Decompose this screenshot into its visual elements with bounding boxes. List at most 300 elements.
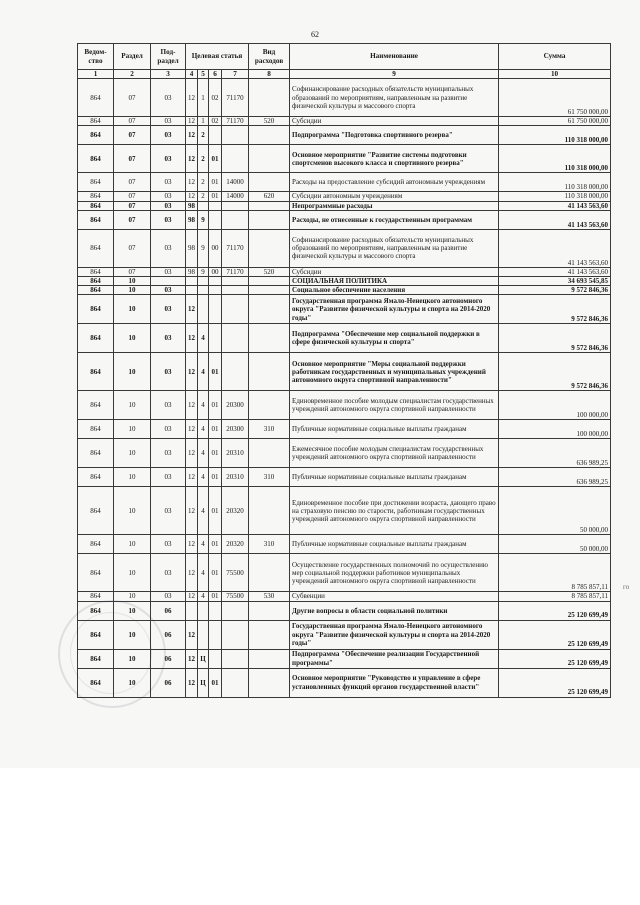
cell-summa: 50 000,00 <box>499 535 611 554</box>
cell-vedomstvo: 864 <box>78 468 114 487</box>
cell-cs-subprogram <box>198 601 209 620</box>
cell-vid-rashodov <box>249 487 290 535</box>
column-number: 8 <box>249 70 290 79</box>
table-row <box>78 592 611 601</box>
header-naimenovanie: Наименование <box>290 44 499 70</box>
cell-vedomstvo: 864 <box>78 79 114 117</box>
cell-cs-program: 12 <box>186 145 198 173</box>
cell-cs-event: 01 <box>209 487 222 535</box>
cell-vid-rashodov <box>249 210 290 229</box>
header-vid-rashodov: Вид расходов <box>249 44 290 70</box>
cell-cs-subprogram: 2 <box>198 126 209 145</box>
cell-razdel: 10 <box>114 286 151 295</box>
cell-summa: 41 143 563,60 <box>499 229 611 267</box>
table-row <box>78 439 611 468</box>
cell-cs-program: 12 <box>186 391 198 420</box>
cell-summa: 50 000,00 <box>499 487 611 535</box>
cell-vedomstvo: 864 <box>78 210 114 229</box>
cell-podrazdel: 03 <box>151 439 186 468</box>
cell-podrazdel: 03 <box>151 554 186 592</box>
cell-cs-subprogram: 4 <box>198 487 209 535</box>
cell-podrazdel: 03 <box>151 391 186 420</box>
cell-vid-rashodov <box>249 229 290 267</box>
cell-cs-direction <box>222 668 249 697</box>
cell-podrazdel: 03 <box>151 420 186 439</box>
cell-naimenovanie: Подпрограмма "Подготовка спортивного резерва" <box>290 126 499 145</box>
cell-cs-direction: 20300 <box>222 391 249 420</box>
cell-vid-rashodov <box>249 79 290 117</box>
cell-cs-program: 98 <box>186 210 198 229</box>
cell-podrazdel: 03 <box>151 126 186 145</box>
cell-vedomstvo: 864 <box>78 439 114 468</box>
cell-vid-rashodov <box>249 277 290 286</box>
cell-cs-event <box>209 277 222 286</box>
cell-cs-subprogram <box>198 620 209 649</box>
cell-summa: 25 120 699,49 <box>499 601 611 620</box>
cell-summa: 9 572 846,36 <box>499 353 611 391</box>
cell-cs-event <box>209 126 222 145</box>
cell-podrazdel: 03 <box>151 286 186 295</box>
cell-vid-rashodov: 620 <box>249 192 290 201</box>
cell-vedomstvo: 864 <box>78 295 114 324</box>
cell-vid-rashodov <box>249 145 290 173</box>
cell-cs-subprogram: 2 <box>198 192 209 201</box>
cell-razdel: 07 <box>114 267 151 276</box>
table-row <box>78 145 611 173</box>
cell-vedomstvo: 864 <box>78 286 114 295</box>
cell-razdel: 07 <box>114 229 151 267</box>
cell-podrazdel: 06 <box>151 601 186 620</box>
cell-cs-event <box>209 286 222 295</box>
cell-vid-rashodov <box>249 201 290 210</box>
column-number: 1 <box>78 70 114 79</box>
cell-cs-subprogram <box>198 201 209 210</box>
column-number: 2 <box>114 70 151 79</box>
cell-cs-event: 01 <box>209 592 222 601</box>
cell-cs-direction: 20320 <box>222 487 249 535</box>
cell-cs-event: 01 <box>209 535 222 554</box>
table-row <box>78 286 611 295</box>
cell-naimenovanie: Субсидии автономным учреждениям <box>290 192 499 201</box>
cell-vid-rashodov: 310 <box>249 535 290 554</box>
column-number: 7 <box>222 70 249 79</box>
cell-podrazdel <box>151 277 186 286</box>
cell-cs-direction <box>222 201 249 210</box>
cell-razdel: 10 <box>114 468 151 487</box>
cell-summa: 61 750 000,00 <box>499 79 611 117</box>
cell-cs-direction: 71170 <box>222 229 249 267</box>
cell-podrazdel: 03 <box>151 173 186 192</box>
cell-cs-program: 12 <box>186 487 198 535</box>
cell-vedomstvo: 864 <box>78 353 114 391</box>
cell-vid-rashodov <box>249 126 290 145</box>
cell-razdel: 10 <box>114 391 151 420</box>
cell-podrazdel: 06 <box>151 620 186 649</box>
table-row <box>78 420 611 439</box>
cell-cs-subprogram: Ц <box>198 649 209 668</box>
cell-cs-direction: 71170 <box>222 267 249 276</box>
cell-cs-event: 01 <box>209 420 222 439</box>
cell-cs-event: 02 <box>209 79 222 117</box>
cell-summa: 61 750 000,00 <box>499 117 611 126</box>
cell-vedomstvo: 864 <box>78 173 114 192</box>
cell-cs-direction: 75500 <box>222 554 249 592</box>
cell-cs-program: 12 <box>186 173 198 192</box>
cell-razdel: 10 <box>114 535 151 554</box>
cell-naimenovanie: Государственная программа Ямало-Ненецкого автономного округа "Развитие физической культуры и спорта на 2014-2020 годы" <box>290 295 499 324</box>
table-row <box>78 649 611 668</box>
cell-summa: 25 120 699,49 <box>499 649 611 668</box>
table-row <box>78 601 611 620</box>
cell-razdel: 07 <box>114 117 151 126</box>
cell-podrazdel: 03 <box>151 535 186 554</box>
cell-cs-program: 12 <box>186 439 198 468</box>
cell-razdel: 07 <box>114 201 151 210</box>
cell-cs-subprogram: 9 <box>198 267 209 276</box>
cell-cs-program: 12 <box>186 592 198 601</box>
cell-cs-subprogram: 4 <box>198 353 209 391</box>
cell-podrazdel: 06 <box>151 668 186 697</box>
cell-summa: 34 693 545,85 <box>499 277 611 286</box>
cell-cs-event: 01 <box>209 468 222 487</box>
cell-cs-direction <box>222 649 249 668</box>
table-row <box>78 668 611 697</box>
cell-cs-subprogram: 2 <box>198 173 209 192</box>
cell-razdel: 07 <box>114 79 151 117</box>
cell-vid-rashodov <box>249 439 290 468</box>
cell-vid-rashodov: 310 <box>249 420 290 439</box>
cell-cs-subprogram: 1 <box>198 117 209 126</box>
cell-cs-subprogram: 4 <box>198 420 209 439</box>
cell-vedomstvo: 864 <box>78 420 114 439</box>
cell-podrazdel: 03 <box>151 468 186 487</box>
cell-razdel: 10 <box>114 649 151 668</box>
cell-naimenovanie: Основное мероприятие "Руководство и управление в сфере установленных функций органов государственной власти" <box>290 668 499 697</box>
cell-cs-subprogram: 4 <box>198 324 209 353</box>
cell-cs-program: 12 <box>186 554 198 592</box>
cell-cs-program: 12 <box>186 649 198 668</box>
cell-vedomstvo: 864 <box>78 324 114 353</box>
cell-summa: 110 318 000,00 <box>499 145 611 173</box>
column-number: 4 <box>186 70 198 79</box>
table-row <box>78 192 611 201</box>
cell-cs-program: 12 <box>186 192 198 201</box>
cell-cs-event: 01 <box>209 554 222 592</box>
cell-vedomstvo: 864 <box>78 145 114 173</box>
cell-cs-program: 12 <box>186 668 198 697</box>
table-row <box>78 210 611 229</box>
table-row <box>78 79 611 117</box>
cell-naimenovanie: Расходы, не отнесенные к государственным программам <box>290 210 499 229</box>
cell-summa: 110 318 000,00 <box>499 126 611 145</box>
cell-cs-program: 12 <box>186 353 198 391</box>
cell-podrazdel: 03 <box>151 353 186 391</box>
column-number: 6 <box>209 70 222 79</box>
cell-vedomstvo: 864 <box>78 535 114 554</box>
cell-cs-subprogram: Ц <box>198 668 209 697</box>
cell-naimenovanie: Подпрограмма "Обеспечение мер социальной поддержки в сфере физической культуры и спорта" <box>290 324 499 353</box>
cell-cs-program <box>186 277 198 286</box>
cell-cs-program: 98 <box>186 267 198 276</box>
cell-naimenovanie: Осуществление государственных полномочий по осуществлению мер социальной поддержки работников муниципальных учреждений автономного округа спортивной направленности <box>290 554 499 592</box>
cell-cs-program: 12 <box>186 295 198 324</box>
cell-vid-rashodov <box>249 649 290 668</box>
cell-cs-event <box>209 601 222 620</box>
cell-cs-event: 02 <box>209 117 222 126</box>
cell-razdel: 07 <box>114 145 151 173</box>
header-vedomstvo: Ведом-ство <box>78 44 114 70</box>
cell-cs-subprogram: 4 <box>198 592 209 601</box>
cell-vedomstvo: 864 <box>78 126 114 145</box>
cell-cs-subprogram <box>198 295 209 324</box>
table-row <box>78 353 611 391</box>
cell-cs-direction: 14000 <box>222 192 249 201</box>
cell-cs-direction <box>222 353 249 391</box>
cell-vedomstvo: 864 <box>78 267 114 276</box>
cell-podrazdel: 03 <box>151 201 186 210</box>
cell-podrazdel: 03 <box>151 487 186 535</box>
cell-summa: 100 000,00 <box>499 420 611 439</box>
cell-cs-subprogram: 4 <box>198 554 209 592</box>
cell-cs-direction <box>222 601 249 620</box>
cell-summa: 8 785 857,11 <box>499 554 611 592</box>
cell-naimenovanie: Основное мероприятие "Меры социальной поддержки работникам государственных и муниципальных учреждений автономного округа спортивной направленности" <box>290 353 499 391</box>
cell-cs-direction: 20310 <box>222 468 249 487</box>
cell-vid-rashodov <box>249 668 290 697</box>
cell-cs-event <box>209 210 222 229</box>
cell-cs-subprogram <box>198 286 209 295</box>
cell-naimenovanie: Основное мероприятие "Развитие системы подготовки спортсменов высокого класса и спортивного резерва" <box>290 145 499 173</box>
cell-cs-subprogram: 4 <box>198 439 209 468</box>
cell-vid-rashodov: 520 <box>249 267 290 276</box>
cell-naimenovanie: Публичные нормативные социальные выплаты гражданам <box>290 535 499 554</box>
cell-razdel: 07 <box>114 192 151 201</box>
cell-naimenovanie: Государственная программа Ямало-Ненецкого автономного округа "Развитие физической культуры и спорта на 2014-2020 годы" <box>290 620 499 649</box>
table-row <box>78 117 611 126</box>
cell-vedomstvo: 864 <box>78 192 114 201</box>
cell-vedomstvo: 864 <box>78 592 114 601</box>
cell-cs-subprogram: 1 <box>198 79 209 117</box>
header-celevaya-statya: Целевая статья <box>186 44 249 70</box>
cell-vedomstvo: 864 <box>78 117 114 126</box>
cell-summa: 9 572 846,36 <box>499 324 611 353</box>
table-body <box>78 79 611 697</box>
cell-podrazdel: 03 <box>151 229 186 267</box>
cell-cs-event <box>209 324 222 353</box>
cell-summa: 25 120 699,49 <box>499 668 611 697</box>
cell-cs-direction <box>222 277 249 286</box>
cell-vid-rashodov <box>249 620 290 649</box>
cell-razdel: 10 <box>114 295 151 324</box>
cell-summa: 9 572 846,36 <box>499 286 611 295</box>
cell-cs-subprogram: 4 <box>198 391 209 420</box>
cell-cs-direction: 20300 <box>222 420 249 439</box>
cell-vid-rashodov: 530 <box>249 592 290 601</box>
cell-vid-rashodov <box>249 295 290 324</box>
cell-cs-program: 12 <box>186 117 198 126</box>
cell-cs-program: 98 <box>186 229 198 267</box>
cell-vid-rashodov: 520 <box>249 117 290 126</box>
cell-cs-direction <box>222 286 249 295</box>
column-number: 10 <box>499 70 611 79</box>
cell-cs-program: 12 <box>186 324 198 353</box>
cell-cs-direction <box>222 145 249 173</box>
cell-cs-event: 01 <box>209 668 222 697</box>
column-number: 5 <box>198 70 209 79</box>
table-row <box>78 277 611 286</box>
cell-podrazdel: 03 <box>151 192 186 201</box>
table-row <box>78 229 611 267</box>
cell-vid-rashodov <box>249 286 290 295</box>
page-number: 62 <box>311 30 319 39</box>
cell-summa: 25 120 699,49 <box>499 620 611 649</box>
cell-naimenovanie: Публичные нормативные социальные выплаты гражданам <box>290 420 499 439</box>
cell-podrazdel: 03 <box>151 79 186 117</box>
cell-cs-subprogram <box>198 277 209 286</box>
page-bottom-margin <box>0 768 640 905</box>
cell-cs-event <box>209 295 222 324</box>
cell-vid-rashodov: 310 <box>249 468 290 487</box>
header-podrazdel: Под-раздел <box>151 44 186 70</box>
cell-podrazdel: 06 <box>151 649 186 668</box>
cell-vid-rashodov <box>249 554 290 592</box>
cell-cs-program: 12 <box>186 535 198 554</box>
cell-summa: 100 000,00 <box>499 391 611 420</box>
cell-cs-direction: 14000 <box>222 173 249 192</box>
cell-vedomstvo: 864 <box>78 391 114 420</box>
cell-cs-direction: 20310 <box>222 439 249 468</box>
cell-cs-subprogram: 4 <box>198 468 209 487</box>
cell-cs-event: 00 <box>209 229 222 267</box>
cell-naimenovanie: Ежемесячное пособие молодым специалистам государственных учреждений автономного округа спортивной направленности <box>290 439 499 468</box>
cell-naimenovanie: Софинансирование расходных обязательств муниципальных образований по мероприятиям, направленным на развитие физической культуры и массового спорта <box>290 79 499 117</box>
cell-cs-program: 12 <box>186 126 198 145</box>
header-razdel: Раздел <box>114 44 151 70</box>
cell-cs-event: 01 <box>209 145 222 173</box>
cell-cs-direction <box>222 620 249 649</box>
cell-podrazdel: 03 <box>151 267 186 276</box>
cell-cs-event <box>209 649 222 668</box>
cell-podrazdel: 03 <box>151 592 186 601</box>
cell-summa: 8 785 857,11 <box>499 592 611 601</box>
cell-razdel: 10 <box>114 592 151 601</box>
cell-razdel: 10 <box>114 353 151 391</box>
cell-cs-program: 12 <box>186 420 198 439</box>
cell-podrazdel: 03 <box>151 295 186 324</box>
cell-razdel: 10 <box>114 620 151 649</box>
cell-cs-event <box>209 201 222 210</box>
cell-cs-subprogram: 9 <box>198 229 209 267</box>
table-row <box>78 391 611 420</box>
cell-cs-event: 00 <box>209 267 222 276</box>
budget-table <box>77 43 611 698</box>
cell-vedomstvo: 864 <box>78 554 114 592</box>
cell-summa: 110 318 000,00 <box>499 192 611 201</box>
cell-cs-program <box>186 286 198 295</box>
column-number-row <box>78 70 611 79</box>
table-row <box>78 324 611 353</box>
cell-naimenovanie: Публичные нормативные социальные выплаты гражданам <box>290 468 499 487</box>
cell-naimenovanie: Субсидии <box>290 117 499 126</box>
cell-cs-direction: 20320 <box>222 535 249 554</box>
cell-naimenovanie: Непрограммные расходы <box>290 201 499 210</box>
cell-vedomstvo: 864 <box>78 668 114 697</box>
cell-cs-event: 01 <box>209 391 222 420</box>
cell-cs-event: 01 <box>209 353 222 391</box>
cell-cs-program: 98 <box>186 201 198 210</box>
table-row <box>78 535 611 554</box>
cell-cs-program <box>186 601 198 620</box>
cell-cs-subprogram: 2 <box>198 145 209 173</box>
cell-naimenovanie: Субсидии <box>290 267 499 276</box>
header-summa: Сумма <box>499 44 611 70</box>
cell-razdel: 07 <box>114 173 151 192</box>
cell-razdel: 10 <box>114 601 151 620</box>
cell-vedomstvo: 864 <box>78 649 114 668</box>
cell-cs-direction: 71170 <box>222 117 249 126</box>
cell-cs-event: 01 <box>209 192 222 201</box>
cell-vid-rashodov <box>249 173 290 192</box>
cell-cs-direction: 71170 <box>222 79 249 117</box>
cell-cs-program: 12 <box>186 468 198 487</box>
cell-cs-direction <box>222 324 249 353</box>
table-row <box>78 487 611 535</box>
cell-vedomstvo: 864 <box>78 601 114 620</box>
cell-vedomstvo: 864 <box>78 620 114 649</box>
cell-naimenovanie: Другие вопросы в области социальной политики <box>290 601 499 620</box>
table-row <box>78 201 611 210</box>
cell-summa: 41 143 563,60 <box>499 201 611 210</box>
table-row <box>78 554 611 592</box>
cell-naimenovanie: Единовременное пособие при достижении возраста, дающего право на страховую пенсию по старости, работникам государственных учреждений автономного округа спортивной направленности <box>290 487 499 535</box>
cell-summa: 636 989,25 <box>499 439 611 468</box>
cell-vedomstvo: 864 <box>78 277 114 286</box>
cell-cs-program: 12 <box>186 79 198 117</box>
table-row <box>78 295 611 324</box>
cell-razdel: 10 <box>114 420 151 439</box>
cell-cs-event: 01 <box>209 173 222 192</box>
cell-vid-rashodov <box>249 353 290 391</box>
cell-cs-subprogram: 9 <box>198 210 209 229</box>
cell-razdel: 10 <box>114 277 151 286</box>
cell-naimenovanie: Единовременное пособие молодым специалистам государственных учреждений автономного округа спортивной направленности <box>290 391 499 420</box>
cell-razdel: 10 <box>114 668 151 697</box>
cell-cs-direction <box>222 126 249 145</box>
cell-summa: 9 572 846,36 <box>499 295 611 324</box>
cell-cs-event: 01 <box>209 439 222 468</box>
cell-vedomstvo: 864 <box>78 201 114 210</box>
cell-naimenovanie: Расходы на предоставление субсидий автономным учреждениям <box>290 173 499 192</box>
cell-vedomstvo: 864 <box>78 229 114 267</box>
table-row <box>78 173 611 192</box>
table-row <box>78 620 611 649</box>
cell-vid-rashodov <box>249 391 290 420</box>
cell-cs-subprogram: 4 <box>198 535 209 554</box>
cell-razdel: 10 <box>114 554 151 592</box>
cell-summa: 636 989,25 <box>499 468 611 487</box>
cell-podrazdel: 03 <box>151 324 186 353</box>
table-row <box>78 126 611 145</box>
cell-naimenovanie: Софинансирование расходных обязательств муниципальных образований по мероприятиям, направленным на развитие физической культуры и массового спорта <box>290 229 499 267</box>
cell-razdel: 07 <box>114 210 151 229</box>
cell-cs-event <box>209 620 222 649</box>
cell-vid-rashodov <box>249 601 290 620</box>
cell-podrazdel: 03 <box>151 117 186 126</box>
column-number: 9 <box>290 70 499 79</box>
table-row <box>78 267 611 276</box>
cell-cs-program: 12 <box>186 620 198 649</box>
cell-summa: 41 143 563,60 <box>499 267 611 276</box>
